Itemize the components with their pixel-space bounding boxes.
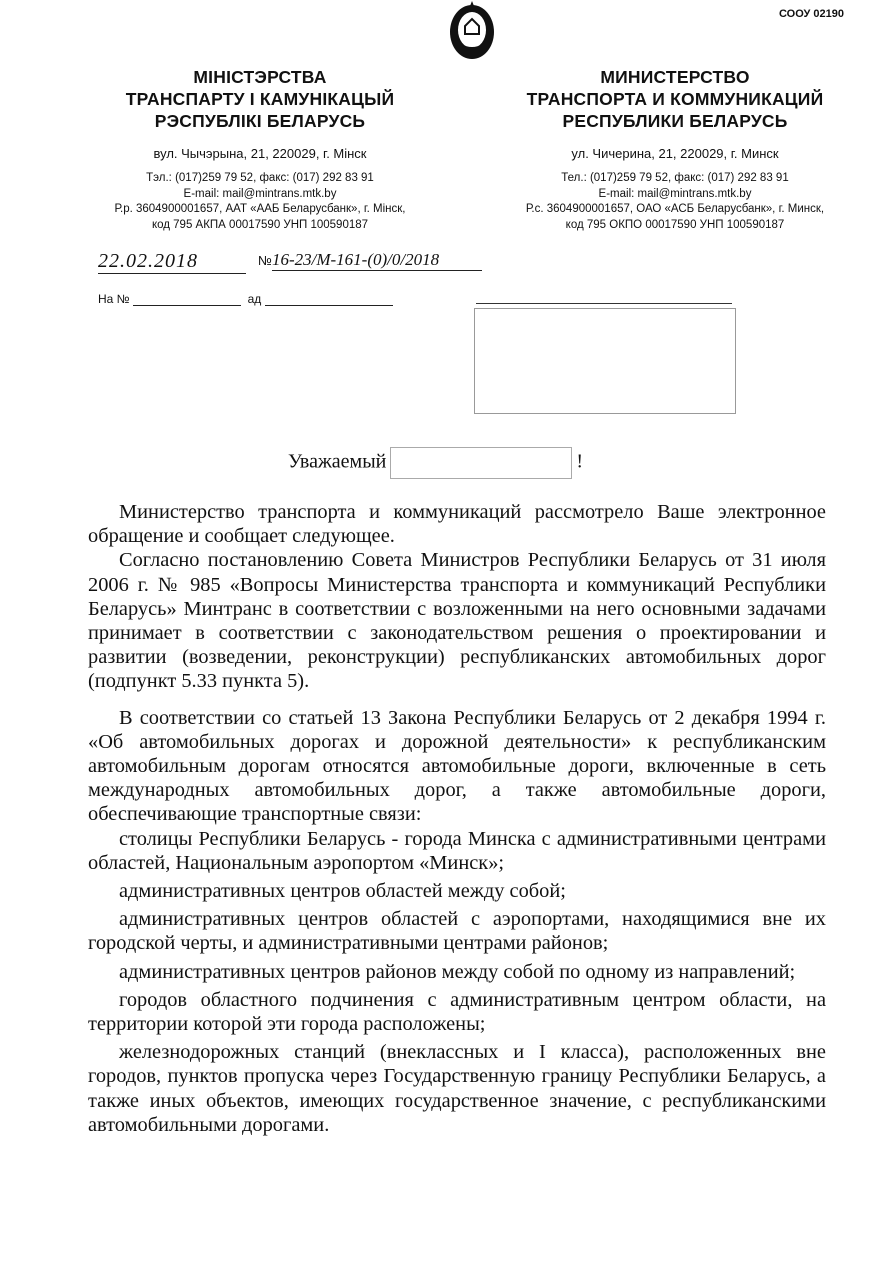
ministry-email: E-mail: mail@mintrans.mtk.by <box>598 187 752 200</box>
list-item: административных центров районов между собой по одному из направлений; <box>119 960 796 983</box>
list-item: столицы Республики Беларусь - города Минска с административными центрами областей, Национальным аэропортом «Минск»; <box>88 827 826 874</box>
form-code: СООУ 02190 <box>779 8 844 20</box>
ministry-codes: код 795 АКПА 00017590 УНП 100590187 <box>151 218 369 231</box>
ministry-title-line: РЕСПУБЛИКИ БЕЛАРУСЬ <box>562 111 788 131</box>
ministry-address: ул. Чичерина, 21, 220029, г. Минск <box>571 146 779 161</box>
letterhead-belarusian <box>80 66 440 233</box>
addressee-redacted-box <box>474 308 736 414</box>
letter-number <box>258 250 482 271</box>
ministry-title-line: ТРАНСПАРТУ І КАМУНІКАЦЫЙ <box>125 89 395 109</box>
greeting-text: Уважаемый <box>288 450 387 473</box>
reply-date-blank <box>265 305 393 306</box>
ministry-title-line: МИНИСТЕРСТВО <box>600 67 750 87</box>
name-redacted-box <box>390 447 572 479</box>
letter-body <box>88 500 826 1137</box>
addressee-line <box>476 303 732 304</box>
ministry-title-line: ТРАНСПОРТА И КОММУНИКАЦИЙ <box>526 89 824 109</box>
greeting-end: ! <box>576 450 584 473</box>
ministry-account: Р.р. 3604900001657, ААТ «ААБ Беларусбанк», г. Мінск, <box>114 203 406 215</box>
ministry-account: Р.с. 3604900001657, ОАО «АСБ Беларусбанк», г. Минск, <box>525 203 825 215</box>
state-emblem-icon <box>447 0 497 62</box>
reply-number-blank <box>133 305 241 306</box>
ministry-address: вул. Чычэрына, 21, 220029, г. Мінск <box>153 146 367 161</box>
list-item: железнодорожных станций (внеклассных и I класса), расположенных вне городов, пунктов пропуска через Государственную границу Республики Беларусь, а также иных объектов, имеющих государственное значение, с республиканскими автомобильными дорогами. <box>88 1041 826 1136</box>
paragraph: В соответствии со статьей 13 Закона Республики Беларусь от 2 декабря 1994 г. «Об автомобильных дорогах и дорожной деятельности» к республиканским автомобильным дорогам относятся автомобильные дороги, включенные в сеть международных автомобильных дорог, а также автомобильные дороги, обеспечивающие транспортные связи: <box>88 706 826 826</box>
ministry-title-line: МІНІСТЭРСТВА <box>193 67 327 87</box>
reply-label: На № <box>98 292 130 306</box>
ministry-phone: Тел.: (017)259 79 52, факс: (017) 292 83 91 <box>561 172 789 184</box>
ministry-title-line: РЭСПУБЛІКІ БЕЛАРУСЬ <box>154 111 366 131</box>
list-item: административных центров областей с аэропортами, находящимися вне их городской черты, и административными центрами районов; <box>88 908 826 955</box>
greeting <box>288 447 583 479</box>
ministry-phone: Тэл.: (017)259 79 52, факс: (017) 292 83 91 <box>146 172 374 184</box>
list-item: городов областного подчинения с административным центром области, на территории которой эти города расположены; <box>88 988 826 1036</box>
letter-date: 22.02.2018 <box>98 250 246 274</box>
paragraph: Согласно постановлению Совета Министров Республики Беларусь от 31 июля 2006 г. № 985 «Вопросы Министерства транспорта и коммуникаций Республики Беларусь» Минтранс в соответствии с возложенными на него основными задачами принимает в соответствии с законодательством решения о проектировании и развитии (возведении, реконструкции) республиканских автомобильных дорог (подпункт 5.33 пункта 5). <box>88 549 826 693</box>
list-item: административных центров областей между собой; <box>119 880 566 903</box>
reply-reference <box>98 292 393 306</box>
letterhead-russian <box>500 66 850 233</box>
ministry-email: E-mail: mail@mintrans.mtk.by <box>183 187 337 200</box>
paragraph: Министерство транспорта и коммуникаций рассмотрело Ваше электронное обращение и сообщает следующее. <box>88 501 826 548</box>
number-value: 16-23/М-161-(0)/0/2018 <box>272 250 482 271</box>
ministry-codes: код 795 ОКПО 00017590 УНП 100590187 <box>565 218 785 231</box>
number-label: № <box>258 253 272 268</box>
reply-from-label: ад <box>247 292 262 306</box>
